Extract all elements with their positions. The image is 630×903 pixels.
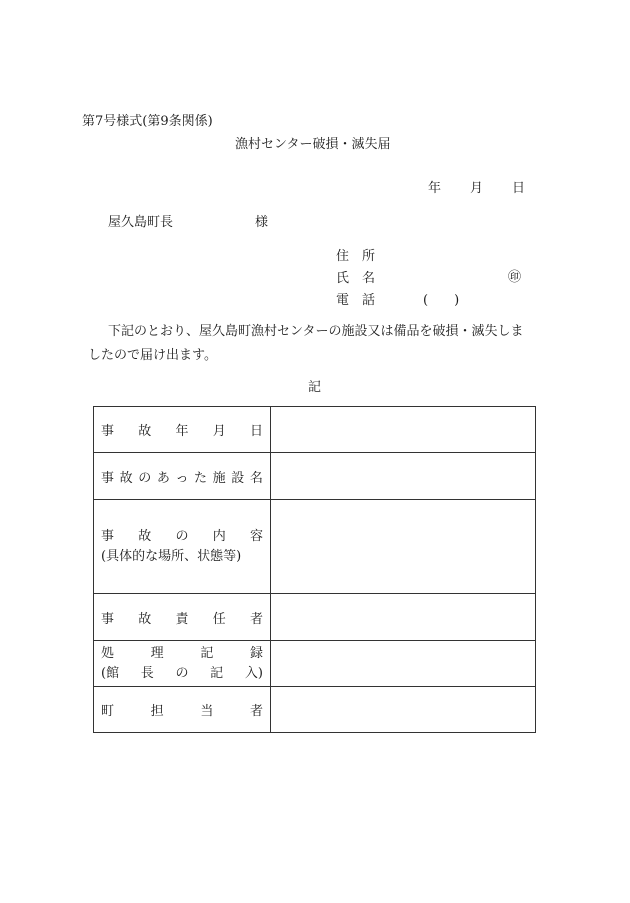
report-table xyxy=(93,406,536,733)
label-accident-date xyxy=(94,407,271,453)
value-facility-name[interactable] xyxy=(271,453,536,500)
char: の xyxy=(175,665,189,681)
value-responsible-person[interactable] xyxy=(271,594,536,641)
ki-heading: 記 xyxy=(308,380,322,395)
tel-parentheses: ( ) xyxy=(423,293,460,308)
label-responsible-person xyxy=(94,594,271,641)
char: た xyxy=(194,470,208,486)
char: 入) xyxy=(244,665,263,681)
char: 当 xyxy=(200,704,214,719)
char: 処 xyxy=(101,645,115,661)
seal-mark: ㊞ xyxy=(508,270,522,285)
value-accident-date[interactable] xyxy=(271,407,536,453)
label-town-staff xyxy=(94,687,271,733)
char: 者 xyxy=(249,704,263,719)
char: 事 xyxy=(101,528,115,544)
char: 事 xyxy=(101,424,115,439)
char: 事 xyxy=(101,611,115,627)
char: 故 xyxy=(138,611,152,627)
char: (館 xyxy=(101,665,120,681)
table-row-accident-details xyxy=(94,500,536,594)
date-line xyxy=(428,177,525,196)
char: 町 xyxy=(101,704,115,719)
date-month: 月 xyxy=(470,181,484,196)
table-row-facility-name xyxy=(94,453,536,500)
char: の xyxy=(138,470,152,486)
char: 設 xyxy=(231,470,245,486)
addressee-name: 屋久島町長 xyxy=(108,215,174,230)
form-number: 第7号様式(第9条関係) xyxy=(82,114,213,129)
char: の xyxy=(175,528,189,544)
table-row-accident-date xyxy=(94,407,536,453)
char: 任 xyxy=(212,611,226,627)
char: 記 xyxy=(200,645,214,661)
char: あ xyxy=(156,470,170,486)
table-row-processing-record xyxy=(94,641,536,687)
char: 内 xyxy=(212,528,226,544)
char: 者 xyxy=(249,611,263,627)
char: 月 xyxy=(212,424,226,439)
label-accident-details-note: (具体的な場所、状態等) xyxy=(101,548,242,564)
body-text: 下記のとおり、屋久島町漁村センターの施設又は備品を破損・滅失しましたので届け出ます。 xyxy=(88,324,524,363)
address-label: 住 所 xyxy=(336,249,376,264)
char: 録 xyxy=(249,645,263,661)
char: 事 xyxy=(101,470,115,486)
char: 理 xyxy=(150,645,164,661)
value-accident-details[interactable] xyxy=(271,500,536,594)
char: 故 xyxy=(138,528,152,544)
addressee-honorific: 様 xyxy=(255,215,269,230)
label-accident-details xyxy=(94,500,271,594)
date-day: 日 xyxy=(512,181,526,196)
char: 日 xyxy=(249,424,263,439)
char: 担 xyxy=(150,704,164,719)
char: 故 xyxy=(138,424,152,439)
char: 故 xyxy=(119,470,133,486)
char: 年 xyxy=(175,424,189,439)
char: っ xyxy=(175,470,189,486)
table-row-responsible-person xyxy=(94,594,536,641)
value-town-staff[interactable] xyxy=(271,687,536,733)
char: 名 xyxy=(249,470,263,486)
table-row-town-staff xyxy=(94,687,536,733)
document-title: 漁村センター破損・滅失届 xyxy=(235,137,391,152)
value-processing-record[interactable] xyxy=(271,641,536,687)
tel-label: 電 話 xyxy=(336,293,376,308)
label-facility-name xyxy=(94,453,271,500)
char: 容 xyxy=(249,528,263,544)
date-year: 年 xyxy=(428,181,442,196)
char: 長 xyxy=(140,665,154,681)
char: 記 xyxy=(210,665,224,681)
char: 施 xyxy=(212,470,226,486)
name-label: 氏 名 xyxy=(336,271,376,286)
label-processing-record xyxy=(94,641,271,687)
char: 責 xyxy=(175,611,189,627)
